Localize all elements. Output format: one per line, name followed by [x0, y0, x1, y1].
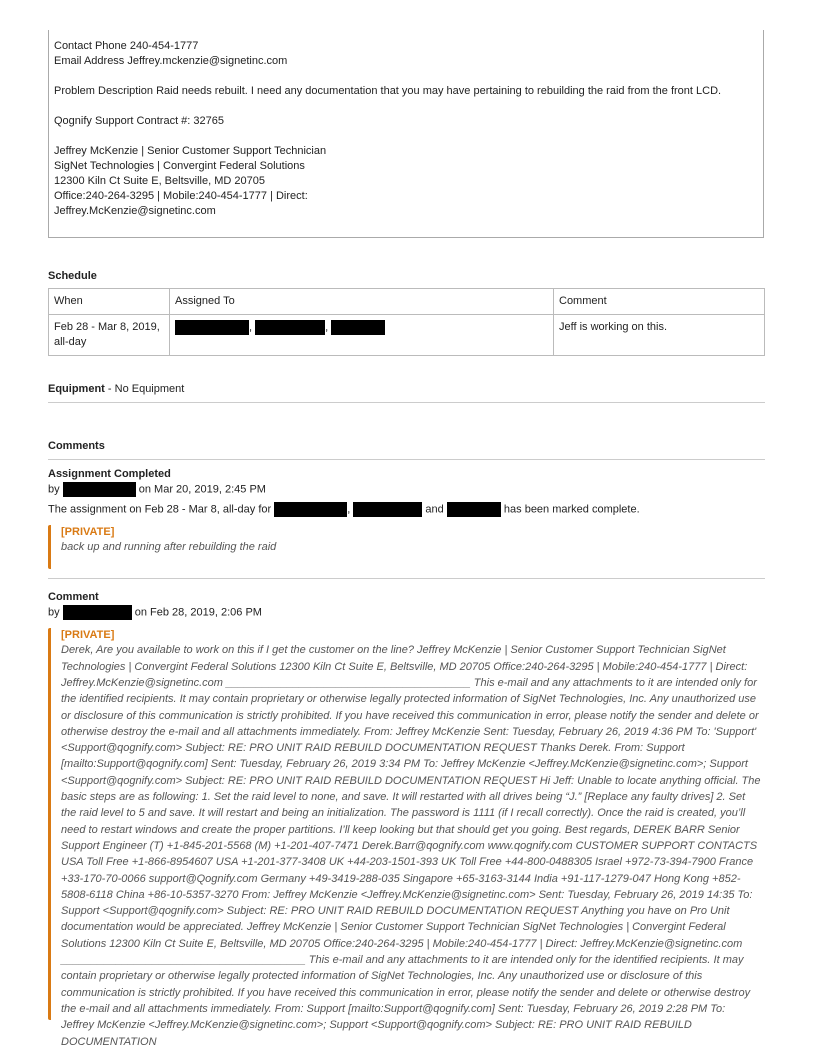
comment-item	[48, 467, 765, 569]
signature-line: Jeffrey McKenzie | Senior Customer Support Technician	[54, 145, 327, 157]
support-contract: Qognify Support Contract #: 32765	[54, 115, 224, 127]
comment-meta	[48, 482, 765, 497]
redacted-name	[63, 605, 132, 620]
comment-body: The assignment on Feb 28 - Mar 8, all-day for , and has been marked complete.	[48, 503, 640, 516]
schedule-header-row	[49, 289, 765, 315]
comment-cell: Jeff is working on this.	[554, 315, 765, 356]
by-label: by	[48, 606, 60, 619]
body-text: and	[425, 503, 444, 516]
equipment-section	[48, 383, 184, 395]
email-address: Email Address Jeffrey.mckenzie@signetinc.com	[54, 55, 288, 67]
header-when: When	[49, 289, 170, 315]
redacted-name	[255, 320, 325, 335]
header-assigned-to: Assigned To	[170, 289, 554, 315]
comment-date: on Feb 28, 2019, 2:06 PM	[134, 606, 262, 619]
redacted-name	[353, 502, 422, 517]
schedule-heading: Schedule	[48, 270, 97, 282]
table-row	[49, 315, 765, 356]
redacted-name	[63, 482, 136, 497]
equipment-heading: Equipment	[48, 383, 105, 395]
redacted-name	[331, 320, 385, 335]
problem-description: Problem Description Raid needs rebuilt. I need any documentation that you may have pertaining to rebuilding the raid from the front LCD.	[54, 85, 722, 97]
private-label: [PRIVATE]	[61, 525, 115, 538]
header-comment: Comment	[554, 289, 765, 315]
by-label: by	[48, 483, 60, 496]
comment-title: Assignment Completed	[48, 468, 171, 480]
signature-line: SigNet Technologies | Convergint Federal Solutions	[54, 160, 305, 172]
body-text: has been marked complete.	[503, 503, 640, 516]
divider	[48, 402, 765, 403]
comment-item	[48, 590, 765, 1048]
signature-line: 12300 Kiln Ct Suite E, Beltsville, MD 20705	[54, 175, 265, 187]
redacted-name	[447, 502, 501, 517]
equipment-value: - No Equipment	[104, 383, 185, 395]
signature-line: Jeffrey.McKenzie@signetinc.com	[54, 205, 216, 217]
redacted-name	[175, 320, 249, 335]
comments-heading: Comments	[48, 440, 105, 452]
contact-phone: Contact Phone 240-454-1777	[54, 40, 199, 52]
private-note	[48, 628, 765, 1048]
assigned-to-cell: , ,	[170, 315, 554, 356]
private-note	[48, 525, 765, 569]
body-text: The assignment on Feb 28 - Mar 8, all-day for	[48, 503, 272, 516]
comment-date: on Mar 20, 2019, 2:45 PM	[138, 483, 266, 496]
request-details-box	[48, 30, 764, 238]
private-text: Derek, Are you available to work on this if I get the customer on the line? Jeffrey McKenzie | Senior Customer Support Technician SigNet Technologies | Convergint Federal Solutions 12300 Kiln Ct Suite E, Beltsville, MD 20705 Office:240-264-3295 | Mobile:240-454-1777 | Direct: Jeffrey.McKenzie@signetinc.com ________________________________________ This e-mail and any attachments to it are intended only for the identified recipients. It may contain proprietary or otherwise legally protected information of SigNet Technologies, Inc. Any unauthorized use or disclosure of this communication is strictly prohibited. If you have received this communication in error, please notify the sender and delete or otherwise destroy the e-mail and all attachments immediately. From: Jeffrey McKenzie Sent: Tuesday, February 26, 2019 4:36 PM To: 'Support' <Support@qognify.com> Subject: RE: PRO UNIT RAID REBUILD DOCUMENTATION REQUEST Thanks Derek. From: Support [mailto:Support@qognify.com] Sent: Tuesday, February 26, 2019 3:34 PM To: Jeffrey McKenzie <Jeffrey.McKenzie@signetinc.com>; Support <Support@qognify.com> Subject: RE: PRO UNIT RAID REBUILD DOCUMENTATION REQUEST Hi Jeff: Unable to locate anything official. The basic steps are as following: 1. Set the raid level to none, and save. It will restarted with all drives being “J.” [Replace any faulty drives] 2. Set the raid level to 5 and save. It will restart and being an initialization. The password is 1111 (if I recall correctly). Once the raid is created, you’ll need to restart windows and create the proper partitions. I’ll keep looking but that should get you going. Best regards, DEREK BARR Senior Support Engineer (T) +1-845-201-5568 (M) +1-201-407-7471 Derek.Barr@qognify.com www.qognify.com CUSTOMER SUPPORT CONTACTS USA Toll Free +1-866-8954607 USA +1-201-377-3408 UK +44-203-1501-393 UK Toll Free +44-800-0488305 Israel +972-73-394-7900 France +33-170-70-0066 support@Qognify.com Germany +49-3419-288-035 Singapore +65-3163-3144 India +91-117-1279-047 Hong Kong +852-5808-6118 China +86-10-5357-3270 From: Jeffrey McKenzie <Jeffrey.McKenzie@signetinc.com> Sent: Tuesday, February 26, 2019 14:35 To: Support <Support@qognify.com> Subject: RE: PRO UNIT RAID REBUILD DOCUMENTATION REQUEST Anything you have on Pro Unit documentation would be appreciated. Jeffrey McKenzie | Senior Customer Support Technician SigNet Technologies | Convergint Federal Solutions 12300 Kiln Ct Suite E, Beltsville, MD 20705 Office:240-264-3295 | Mobile:240-454-1777 | Direct: Jeffrey.McKenzie@signetinc.com ________________________________________ This e-mail and any attachments to it are intended only for the identified recipients. It may contain proprietary or otherwise legally protected information of SigNet Technologies, Inc. Any unauthorized use or disclosure of this communication is strictly prohibited. If you have received this communication in error, please notify the sender and delete or otherwise destroy the e-mail and all attachments immediately. From: Support [mailto:Support@qognify.com] Sent: Tuesday, February 26, 2019 2:28 PM To: Jeffrey McKenzie <Jeffrey.McKenzie@signetinc.com>; Support <Support@qognify.com> Subject: RE: PRO UNIT RAID REBUILD DOCUMENTATION	[61, 644, 761, 1048]
when-cell: Feb 28 - Mar 8, 2019, all-day	[49, 315, 170, 356]
redacted-name	[274, 502, 347, 517]
private-text: back up and running after rebuilding the raid	[61, 540, 277, 553]
comment-title: Comment	[48, 591, 99, 603]
divider	[48, 459, 765, 460]
signature-line: Office:240-264-3295 | Mobile:240-454-1777 | Direct:	[54, 190, 308, 202]
divider	[48, 578, 765, 579]
schedule-table	[48, 288, 765, 356]
comment-meta	[48, 605, 765, 620]
private-label: [PRIVATE]	[61, 629, 115, 642]
